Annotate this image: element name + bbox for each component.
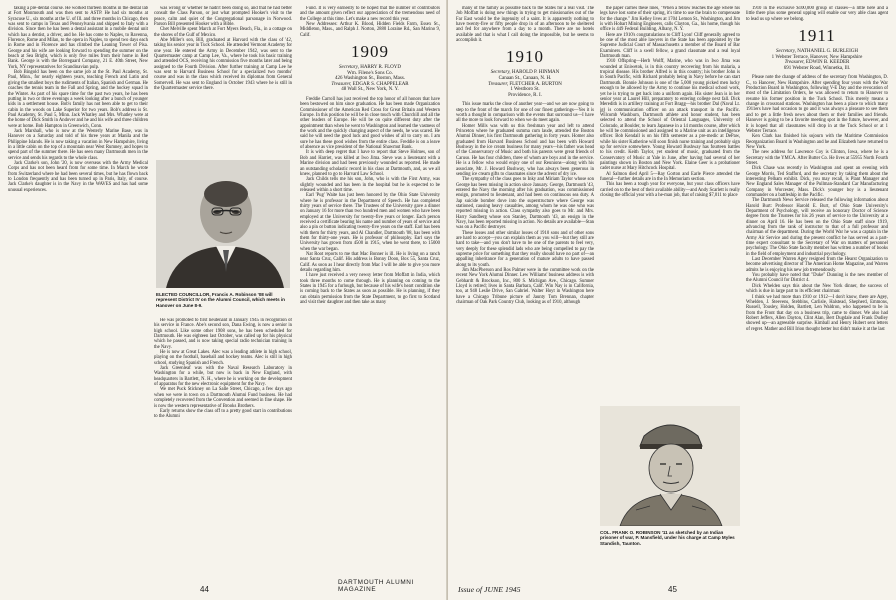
secretary-address-line: Canaan St., Canaan, N. H. [498, 76, 552, 81]
paragraph: many of the family as possible back to the States for a real visit. The Job Moffatt is doing new things in trying to get missionaries out of the Far East would be the ingenuity of a saint. It is apparently nothing to have twenty-five or fifty people drop in of an afternoon to be sheltered and fed for anywhere from a day to a month. There are no hotels available and that is what I call doing the impossible, but he seems to accomplish it. [456, 6, 594, 44]
paragraph: He is now at Great Lakes. Alec was a leading athlete in high school, playing on the football, baseball and hockey teams. Alec is still in high school, studying Spanish and French. [154, 350, 292, 366]
secretary-name: HARRY R. FLOYD [360, 65, 401, 71]
paragraph: Nat Root reports to me that Mac Bonner is ill. He is living on a ranch near Santa Cruz, Calif. His address is Bonny Doon, Box 55, Santa Cruz, Calif. As soon as I hear directly from Mac I will be able to give you more details regarding him. [300, 252, 440, 274]
treasurer-name: FLETCHER A. BURTON [509, 81, 562, 87]
right-page [448, 0, 896, 600]
paragraph: Dick Chase was recently in Washington and spent an evening with George Morris, Ted Stafford, and the secretary by taking them about the interesting Pelham exhibit. Dick, you may recall, is Plant Manager and New England Sales Manager of the Pullman-Standard Car Manufacturing Company in Worcester, Mass. Dick's younger boy is a lieutenant commander on a battleship in the Pacific. [746, 166, 888, 198]
paragraph: It is with deep regret that I have to report that Steve Holmes, son of Bob and Harriet, was killed at Iwo Jima. Steve was a lieutenant with a Marine division and had been previously wounded as reported. He made an outstanding scholastic record in his class at Dartmouth, and, as we all knew, planned to go to Harvard Law School. [300, 150, 440, 177]
treasurer-address-line: 1 Westboro St. [510, 87, 540, 93]
secretary-role: Secretary, [490, 70, 511, 76]
treasurer-role: Treasurer, [488, 81, 509, 87]
robinson-sketch-illustration [600, 406, 740, 526]
treasurer-name: EDWIN B. KEEDER [805, 60, 850, 66]
paragraph: Fund. It is very earnestly to be hoped that the number of contributors and the amount given reflect our appreciation of the tremendous need of the College at this time. Let's make a new record this year. [300, 6, 440, 22]
paragraph: Jack Clarke's son, John '20, is now overseas with the Army Medical Corps and has not been heard from for some time. In March he wrote from Switzerland where he had been several times, but he has flown back to London frequently and has been turned up in Paris, Italy, of course. Jack Clarke's daughter is in the Navy in the WAVES and has had some unusual experiences. [8, 160, 148, 193]
secretary-address-line: Wm. Filene's Sons Co. [347, 70, 393, 76]
secretary-address-line: 426 Washington St., Boston, Mass. [334, 76, 406, 82]
right-column-2 [600, 6, 740, 402]
paragraph: New Addresses: Arthur K. Blood, Hidden Fields Farm, Essex St., Middleton, Mass., and Ralph J. Norton, 2880 Loraine Rd., San Marino 9, Calif. [300, 22, 440, 38]
paragraph: Chet Melville spent March at Fort Myers Beach, Fla., in a cottage on the shores of the Gulf of Mexico. [154, 27, 292, 38]
paragraph: Here are 1910's congratulations to Cliff Lyon! Cliff generally agreed to be one of the most able lawyers in the State has been appointed by the Supreme Judicial Court of Massachusetts a member of the Board of Bar Examiners. Cliff is a swell fellow, a grand classmate and a real loyal Dartmouth man. [600, 32, 740, 60]
paragraph: Jack Greenleaf was with the Naval Research Laboratory in Washington for a while, but now is back in New England, with headquarters in Bartlett, N. H., where he is working on the development of apparatus for the new electronic equipment for the Navy. [154, 366, 292, 388]
paragraph: taking a pre-dental course. He worked thirteen months in the dental lab at Fort Monmouth and was then sent to ASTP. He had six months at Syracuse U., six months at the U. of Ill. and three months in Chicago, then was sent to camps in Texas and Pennsylvania and shipped to Italy with a division. Since then he has been a dental assistant in a mobile dental unit which has a dentist, a driver, and he. He has come to Naples, to Ravenna, Florence, Rome and Milan, to the opera in Naples, to spend two days each in Rome and in Florence and has climbed the Leaning Tower of Pisa. George and his wife are looking forward to spending the summer on the beach at Sea Bright, which is only five miles from their home in Red Bank. George is with the Borregaard Company, 21 E. 40th Street, New York, NY representatives for Scandinavian pulp. [8, 6, 148, 70]
paragraph: We met Puck Stickney on La Salle Street, Chicago, a few days ago when we were in town on a Dartmouth Alumni Fund business. He had completely recovered from the Convention and seemed in fine shape. He is now the western representative of Brooks Brothers. [154, 387, 292, 409]
paragraph: I have just received a very newsy letter from Moffatt in India, which took three months to come through. He is planning on coming to the States in 1945 for a furlough, but because of his wife's heart condition she is coming back to the States as soon as possible. He is planning, if they can obtain permission from the State Department, to go first to Scotland and visit their daughter and then take as many [300, 273, 440, 306]
left-column-3 [300, 6, 440, 570]
treasurer-role: Treasurer, [331, 81, 352, 87]
paragraph: The new address for Lawrence Coy is Clinton, Iowa, where he is a Secretary with the YMCA. After Butter Co. He lives at 55955 North Fourth Street. [746, 150, 888, 166]
paragraph: Last December Warren Agey resigned from the Hearst Organization to become advertising director of The American Home Magazine, and Warren admits he is enjoying his new job tremendously. [746, 257, 888, 273]
paragraph: This issue marks the close of another year—and we are now going to step to the front of the march for one of our finest gatherings—Yes it is worth a thought in comparison with the events that surround us—I have all the more to look forward to when we do meet again. [456, 102, 594, 124]
paragraph: This has been a tough year for everyone, but your class officers have carried on to the best of their available ability—and Andy Scarlett is really closing the official year with a he-man job, that of raising $7,011 to place [600, 182, 740, 199]
secretary-address-line: 1 Webster Terrace, Hanover, New Hampshire [771, 54, 863, 60]
paragraph: These losses and other similar losses of 1910 sons and of other sons are hard to accept—you can explain them as you will—but they still are hard to take—and you don't have to be one of the parents to feel very, very deeply for these splendid lads who are being compelled to pay the supreme price for something that they really should have no part of—an appalling inheritance for a generation of mature adults to have passed along to its youth. [456, 230, 594, 268]
paragraph: the paper carries these lines, "When a fellow reaches the age where his legs have lost some of their spring, it's time to use the brain to compensate for the change." Jim Kelley lives at 1704 Lemon St., Washington, and Jim is with Hobart Mining Engineers, calls Clayton, Ga., his home, though his office is 449 Federal Building, Albany, N. Y. [600, 6, 740, 33]
paragraph: Jack Childs tells me his son, John, who is with the First Army, was slightly wounded and has been in the hospital but he is expected to be released within a short time. [300, 177, 440, 193]
photo-caption: COL. FRANK O. ROBINSON '11 as sketched by an Indian prisoner of war, P. Mansfield, under his charge at Camp Myles Standish, Taunton. [600, 530, 735, 546]
paragraph: Dick Whelden says this about the New York dinner, the success of which is due in large part to its efficient chairman: [746, 283, 888, 295]
paragraph: Please note the change of address of the secretary from Washington, D. C., to Hanover, New Hampshire. After spending four years with the War Production Board in Washington, following V-E Day and the revocation of most of the Limitation Orders, he was allowed to return to Hanover to resume his former position in the Tuck School. This merely means a change in crossroad stations. Washington has been a place to which many 1911ers have had occasion to go and it was always a pleasure to see them and to get a little fresh news about them or their families and friends. Hanover is going to be a favorite meeting spot in the future, however, and it is hoped that all classmates will drop in at the Tuck School or at 1 Webster Terrace. [746, 75, 888, 134]
paragraph: Jim MacPherson and Ros Palmer were in the committee work on the recent New York Alumni Dinner. Lew Williams' business address is with Gebhardt & Brockson, Inc., 800 S. Michigan Ave., Chicago. Sumner Lloyd is retired; lives in Santa Barbara, Calif. Win Nay is in California, too, at 948 Leslie Drive, San Gabriel. Walter Hoyt in Washington here have a Chicago Tribune picture of Jaunty Tom Brennan, chapter chairman of Oak Park Country Club, looking as of 1910, although [456, 268, 594, 306]
secretary-name: NATHANIEL G. BURLEIGH [797, 49, 858, 55]
left-column-2-top [154, 6, 292, 156]
left-column-1 [8, 6, 148, 570]
paragraph: was wrong or whether he hadn't been doing so, and that he had better consult the Class Parson, or just what prompted Hooker's visit to the peace, calm and quiet of the Congregational parsonage in Norwood. Parson Bill presented Hooker with a Bible. [154, 6, 292, 28]
issue-date: Issue of JUNE 1945 [458, 585, 521, 594]
class-year-heading: 1909 [351, 42, 389, 62]
paragraph: The Dartmouth News Service released the following information about Harold Burt: Professor Harold E. Burt, of Ohio State University's Department of Psychology, will receive an honorary Doctor of Science degree from the Trustees for his 26 years of service to the University at a dinner on April 16. He has been on the Ohio State staff since 1919, advancing from the rank of instructor to that of a full professor and chairman of the department. During the World War he was a captain in the Army Air Service and during the present conflict he has served as a part-time expert consultant to the Secretary of War on matters of personnel psychology. The Ohio State faculty member has written a number of books in the field of employment and industrial psychology. [746, 198, 888, 257]
right-column-1 [456, 6, 594, 570]
class-officers [746, 49, 888, 71]
photo-caption: ELECTED COUNCILLOR, Francis A. Robinson '08 will represent District IV on the Alumni Council, which meets in Hanover on June 8-9. [156, 292, 285, 308]
class-year-heading: 1910 [506, 47, 544, 67]
secretary-role: Secretary, [339, 65, 359, 71]
paragraph: 1910 Offspring—Herb Wolff, Marine, who was in Iwo Jima was wounded at Eniwetok, is in this country recovering from his malaria, a tropical disease. His brother Alfred is in this country; his brother John is in South Pacific, with Richard probably being in Navy before he can start Dartmouth. Bonnie Johnson is one of the 5,000 young picked men lucky enough to be allowed by the Army to continue his medical school work, yet he is trying to get back into a uniform again. His sister Jean is in her senior year at Laurel Hill, preparatory to entering college next fall. Dick Meredith is in artillery training at Fort Bragg—his brother Dal (Naval Lt. jg) is communication officer on an attack transport in the Pacific. Wilcomb Washburn, Dartmouth athlete and honor student, has been selected to attend the School of Oriental Languages, University of Colorado, at Boulder, to learn Japanese in a 14 months course, after which he will be commissioned and assigned to a Marine unit as an intelligence officer. Bob Kendall is on his fifth semester as a pre-medic at DePaw, while his sister Katherine will soon finish nurse training and probably sign up for service somewhere. Young Howard Bushway has fourteen battles to his credit. Keith Taylor, yet student of music, graduated from the Conservatory of Music at Yale in June, after having had several of her paintings shown in Boston and New York. Elaine Geer is a probationer cadet nurse at Mary Hitchcock Hospital. [600, 59, 740, 172]
robinson-portrait-photo [156, 160, 290, 288]
paragraph: I think we had more than 1910 or 1912—I don't know, there are Agey, Whelden, J. Steevens, Stebbins, Carlisle, Halstead, Shepherd, Emmons, Russell, Tousley, Holden, Bartlett, Len Waldron, who happened to be in from the Front that day on a business trip, came to dinner. We also had Robert Jeffers, Allen Dayton, Clint Alan, Bert Dugdale and Frank Dudley showed up—an agreeable surprise. Kimball and Henry Hubert sent letters of regret. Mather and Bill Irion thought better but didn't make it at the last [746, 294, 888, 332]
paragraph: Homer Mills was with us this freshman year and left to attend Princeton where he graduated summa cum laude, attended the Boston Alumni Dinner, his first Dartmouth gathering in forty years. Homer also graduated from Harvard Business School and has been with Howard Bushway in the ice cream business for many years—his father was head of the Conservatory of Music and both his parents were great friends of Caruso. He has four children, three of whom are boys and in the service. He is a fellow who would enjoy one of our Reunions—along with his associate, Mr. J. Howard Bushway, who has always been generous in sending ice cream gifts to classmates since the advent of dry ice. [456, 123, 594, 177]
paragraph: Jack Marshall, who is now at the Westerly Marine Base, was in Hanover on a Saturday and told of his three years at Manila and the Philippine Islands. He is now taking a vacation in New Hampshire, living in a little cabin on the top of a mountain near West Rumney, and hopes to spend part of the summer there. He has seen many Dartmouth men in the service and sends his regards to the whole class. [8, 128, 148, 161]
magazine-name: DARTMOUTH ALUMNI MAGAZINE [338, 579, 414, 593]
class-officers [300, 65, 440, 93]
paragraph: He was promoted to first lieutenant in January 1945 in recognition of his service in France. Abe's second son, Dana Ewing, is now a senior in high school. Like some other 1908 sons, he has been scheduled for Dartmouth. He was eighteen last October, was called up for his physical which he passed, and is now taking special radio technician training in the Navy. [154, 318, 292, 350]
paragraph: Early returns show the class off to a pretty good start in contributions to the Alumni [154, 408, 292, 420]
paragraph: Bob Bingold has been on the same job at the St. Paul Academy, St. Paul, Minn., for nearly eighteen years, teaching French and Latin and giving the smallest boys the rudiments of Italian, Spanish and German. He coaches the tennis team in the Fall and Spring, and the hockey squad in the Winter. As part of his spare time for the past two years, he has been putting in two or three evenings a week looking after a bunch of younger kids in a settlement house. Bob's family has not been able to get to their cabin in the woods on Lake Superior for two years. Bob's address is St. Paul Academy, St. Paul 5, Minn. Jack Whatley and Mrs. Whatley were at the home of Dick Smith in Andover and he and his wife and three children were at home. Bob Hampton in Greenwich, Conn. [8, 70, 148, 129]
treasurer-role: Treasurer, [784, 60, 805, 66]
paragraph: Abe Miller's son, Bill, graduated at Harvard with the class of '42, taking his senior year in Tuck School. He attended Vermont Academy for one year. He entered the Army in December 1942, was sent to the Quartermaster camp at Camp Lee, Va., where he took his basic training and attended OCS, receiving his commission five months later and being assigned to the Fourth Division. After further training at Camp Lee he was sent to Harvard Business School for a specialized two months' course and was in the class which received its diplomas from General Somervell. He was sent to England in October 1943 where he is still in the Quartermaster service there. [154, 38, 292, 92]
treasurer-address-line: 691 Webster Road, Winnetka, Ill. [783, 65, 851, 71]
paragraph: The sympathy of the class goes to Inky and Miriam Taylor whose son George has been missing in action since January. George, Dartmouth '43, entered the Navy the morning after his graduation, was commissioned ensign, promoted to lieutenant, and had been on continuous sea duty. A Jap suicide bomber dove into the superstructure where George was stationed, causing heavy casualties, among whom he was one who was reported missing in action. Class sympathy also goes to Mr. and Mrs. Harry Sandberg whose son Stanley, Dartmouth '43, an ensign in the Navy, has been reported missing in action. No details are available—Stan was on a Pacific destroyer. [456, 177, 594, 231]
paragraph: Freddie Carroll has just received the top honor of all honors that have been bestowed on him since graduation. He has been made Organization Commissioner of the American Red Cross for Great Britain and Western Europe. In this position he will be in close touch with Churchill and all the other leaders of Europe. He will be on quite different duty after the appointment than when he went to Washington and learned the vastness of the work and the quickly changing aspect of the needs, he was scared. He said he will need the good luck and good wishes of all to carry on. I am sure he has these good wishes from the entire class. Freddie is on a leave of absence as vice president of the National Shawmut Bank. [300, 97, 440, 151]
paragraph: 1910 in the exclusive $100,000 group of classes—a little here and a little there plus some general upping will enable our very able class agent to lead us up where we belong. [746, 6, 888, 22]
paragraph: Al Salmon died April 5—Ray Gorton and Earle Pierce attended the funeral—further details are in the In Memoriam section. [600, 171, 740, 182]
treasurer-address-line: 48 Wall St., New York, N. Y. [341, 87, 399, 93]
class-year-heading: 1911 [798, 26, 836, 46]
right-column-3 [746, 6, 888, 570]
treasurer-name: EDGAR S. CHAPPELEAR [352, 81, 409, 87]
sketch-portrait [600, 406, 740, 526]
secretary-name: HAROLD P. HINMAN [511, 70, 560, 76]
treasurer-address-line: Providence, R. I. [508, 92, 542, 98]
left-column-2-bottom [154, 318, 292, 570]
paragraph: Ken Clark has finished his sojourn with the Maritime Commission Reorganization Board in Washington and he and Elizabeth have returned to New York. [746, 134, 888, 150]
secretary-role: Secretary, [776, 49, 796, 55]
page-number: 45 [668, 585, 677, 594]
paragraph: You probably have noted that "Duke" Dunning is the new member of the Alumni Council for District 4. [746, 273, 888, 284]
portrait-illustration [156, 160, 290, 288]
class-officers [456, 70, 594, 98]
paragraph: Earl 'Pug' Waite has just been honored by the Ohio State University where he is professor in the Department of Speech. He has completed thirty years of service there. The Trustees of the University gave a dinner on January 16 for more than two hundred men and women who have been employed at the University for twenty-five years or longer. Each person received a certificate bearing his name and number of years of service and also a pin or button indicating twenty-five years on the staff. Earl has been with them for thirty years, and Al Chandler, Dartmouth '08, has been with them for thirty-one years. He is professor of philosophy. Earl says the University has grown from 4500 in 1915, when he went there, to 15000 when the war began. [300, 193, 440, 252]
page-number: 44 [200, 585, 209, 594]
